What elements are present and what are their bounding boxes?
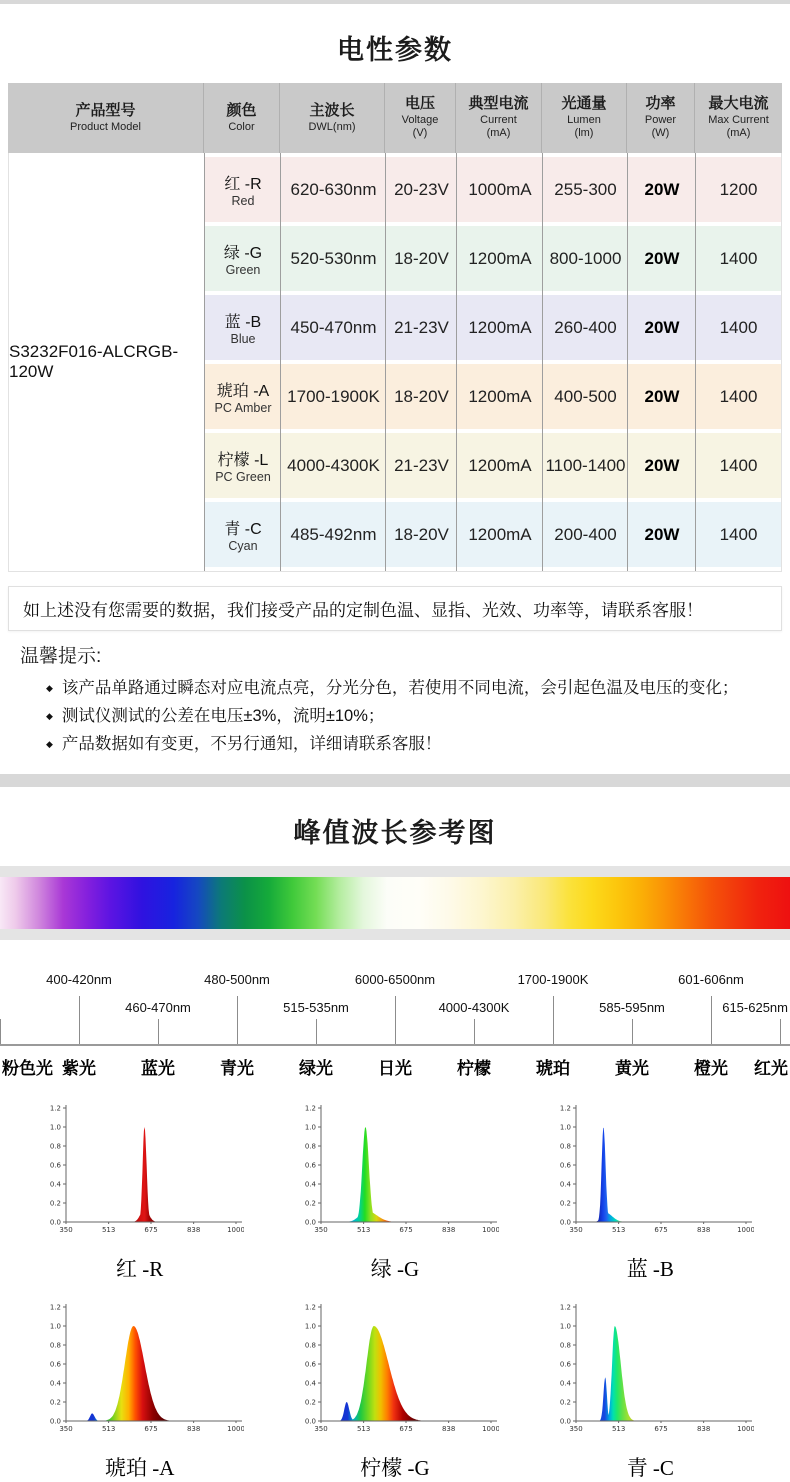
scale-tick — [553, 996, 554, 1044]
column-divider — [542, 153, 543, 571]
svg-text:838: 838 — [441, 1226, 456, 1234]
scale-tick — [632, 1019, 633, 1044]
svg-text:1000: 1000 — [737, 1226, 755, 1234]
color-name-label: 柠檬 — [457, 1059, 491, 1078]
svg-text:513: 513 — [612, 1425, 626, 1433]
tip-item: ◆ 产品数据如有变更，不另行通知，详细请联系客服！ — [46, 735, 442, 753]
spec-table-header — [8, 83, 782, 153]
svg-text:350: 350 — [314, 1226, 328, 1234]
svg-text:0.4: 0.4 — [560, 1180, 572, 1189]
spectrum-plot — [36, 1096, 244, 1246]
spec-cell-dwl: 520-530nm — [281, 226, 386, 291]
color-name-label: 红光 — [754, 1059, 788, 1078]
svg-text:675: 675 — [143, 1425, 158, 1433]
top-divider — [0, 0, 790, 4]
spec-cell-max: 1400 — [696, 502, 781, 567]
svg-text:0.4: 0.4 — [304, 1180, 316, 1189]
svg-text:350: 350 — [569, 1425, 583, 1433]
spectra-charts — [0, 1096, 790, 1482]
header-cell: 主波长 DWL(nm) — [280, 83, 385, 153]
chart-caption: 蓝 -B — [626, 1257, 674, 1281]
spec-cell-voltage: 18-20V — [386, 226, 457, 291]
color-name-label: 日光 — [378, 1059, 412, 1078]
wavelength-label: 515-535nm — [283, 1000, 349, 1015]
svg-text:1.0: 1.0 — [49, 1322, 61, 1331]
spec-cell-power: 20W — [628, 364, 696, 429]
spec-cell-voltage: 18-20V — [386, 364, 457, 429]
spectrum-plot — [291, 1295, 499, 1445]
svg-text:513: 513 — [612, 1226, 626, 1234]
svg-text:1.2: 1.2 — [304, 1104, 316, 1113]
spec-table-body — [8, 153, 782, 572]
svg-text:350: 350 — [314, 1425, 328, 1433]
scale-tick — [316, 1019, 317, 1044]
chart-caption: 琥珀 -A — [104, 1456, 175, 1480]
column-divider — [627, 153, 628, 571]
svg-text:838: 838 — [186, 1226, 200, 1234]
svg-text:1.0: 1.0 — [304, 1123, 316, 1132]
wavelength-label: 400-420nm — [46, 972, 112, 987]
tips-title: 温馨提示: — [20, 646, 102, 667]
scale-tick — [711, 996, 712, 1044]
svg-text:1.2: 1.2 — [560, 1104, 572, 1113]
header-cell: 颜色 Color — [204, 83, 280, 153]
svg-text:0.6: 0.6 — [304, 1360, 316, 1369]
svg-text:1.0: 1.0 — [560, 1123, 572, 1132]
spec-cell-power: 20W — [628, 226, 696, 291]
spec-table — [8, 83, 782, 572]
spec-cell-power: 20W — [628, 295, 696, 360]
svg-text:1000: 1000 — [737, 1425, 755, 1433]
svg-text:513: 513 — [101, 1226, 115, 1234]
color-name-cell: 蓝 -B Blue — [205, 295, 281, 360]
svg-text:0.6: 0.6 — [560, 1360, 572, 1369]
spec-cell-lumen: 255-300 — [543, 157, 628, 222]
spec-cell-current: 1200mA — [457, 433, 543, 498]
svg-text:0.8: 0.8 — [49, 1341, 61, 1350]
tip-item: ◆ 该产品单路通过瞬态对应电流点亮，分光分色，若使用不同电流，会引起色温及电压的变化； — [46, 679, 739, 697]
svg-text:838: 838 — [697, 1226, 711, 1234]
svg-text:675: 675 — [143, 1226, 158, 1234]
color-name-cell: 绿 -G Green — [205, 226, 281, 291]
wavelength-label: 615-625nm — [722, 1000, 788, 1015]
header-cell: 典型电流 Current (mA) — [456, 83, 542, 153]
svg-text:1000: 1000 — [482, 1425, 499, 1433]
spec-cell-power: 20W — [628, 157, 696, 222]
spec-cell-dwl: 4000-4300K — [281, 433, 386, 498]
svg-text:0.8: 0.8 — [304, 1142, 316, 1151]
svg-text:0.8: 0.8 — [49, 1142, 61, 1151]
svg-text:350: 350 — [569, 1226, 583, 1234]
spec-cell-dwl: 620-630nm — [281, 157, 386, 222]
svg-text:675: 675 — [399, 1425, 413, 1433]
svg-text:0.2: 0.2 — [304, 1199, 316, 1208]
scale-tick — [780, 1019, 781, 1044]
spec-cell-max: 1400 — [696, 295, 781, 360]
color-name-label: 绿光 — [299, 1059, 333, 1078]
section-title-wavelength: 峰值波长参考图 — [293, 818, 497, 848]
diamond-bullet-icon: ◆ — [46, 711, 53, 721]
svg-text:0.8: 0.8 — [560, 1341, 572, 1350]
svg-text:0.6: 0.6 — [304, 1161, 316, 1170]
svg-text:0.4: 0.4 — [304, 1379, 316, 1388]
spec-cell-current: 1200mA — [457, 502, 543, 567]
color-name-label: 紫光 — [62, 1059, 96, 1078]
spectrum-chart — [12, 1096, 267, 1283]
svg-text:1000: 1000 — [226, 1226, 244, 1234]
color-name-cell: 柠檬 -L PC Green — [205, 433, 281, 498]
spectrum-plot — [291, 1096, 499, 1246]
spec-cell-power: 20W — [628, 502, 696, 567]
svg-text:675: 675 — [654, 1226, 668, 1234]
color-name-label: 黄光 — [615, 1059, 649, 1078]
tips-list — [8, 674, 782, 758]
spec-cell-max: 1400 — [696, 364, 781, 429]
wavelength-label: 6000-6500nm — [354, 972, 436, 987]
header-cell: 功率 Power (W) — [627, 83, 695, 153]
spec-cell-voltage: 20-23V — [386, 157, 457, 222]
spec-cell-lumen: 200-400 — [543, 502, 628, 567]
spec-cell-dwl: 1700-1900K — [281, 364, 386, 429]
customization-note: 如上述没有您需要的数据，我们接受产品的定制色温、显指、光效、功率等，请联系客服！ — [8, 586, 782, 631]
chart-caption: 红 -R — [116, 1257, 164, 1281]
scale-tick — [158, 1019, 159, 1044]
svg-text:0.2: 0.2 — [304, 1398, 316, 1407]
scale-tick — [237, 996, 238, 1044]
product-model-cell: S3232F016-ALCRGB-120W — [9, 342, 179, 381]
tip-item: ◆ 测试仪测试的公差在电压±3%，流明±10%； — [46, 707, 385, 725]
spec-cell-current: 1000mA — [457, 157, 543, 222]
svg-text:513: 513 — [356, 1425, 371, 1433]
wavelength-label: 601-606nm — [678, 972, 744, 987]
chart-caption: 柠檬 -G — [360, 1456, 430, 1480]
scale-tick — [0, 1019, 1, 1044]
wavelength-label: 1700-1900K — [517, 972, 589, 987]
svg-text:838: 838 — [186, 1425, 200, 1433]
svg-text:0.0: 0.0 — [304, 1218, 316, 1227]
header-cell: 电压 Voltage (V) — [385, 83, 456, 153]
svg-text:0.6: 0.6 — [560, 1161, 572, 1170]
svg-text:1000: 1000 — [226, 1425, 244, 1433]
svg-text:0.4: 0.4 — [49, 1379, 61, 1388]
header-cell: 光通量 Lumen (lm) — [542, 83, 627, 153]
spec-cell-lumen: 260-400 — [543, 295, 628, 360]
svg-text:1.2: 1.2 — [49, 1104, 61, 1113]
spec-cell-lumen: 800-1000 — [543, 226, 628, 291]
color-name-cell: 红 -R Red — [205, 157, 281, 222]
tips-section — [8, 641, 782, 758]
color-name-cell: 青 -C Cyan — [205, 502, 281, 567]
spec-cell-current: 1200mA — [457, 226, 543, 291]
svg-text:350: 350 — [58, 1226, 73, 1234]
spectrum-plot — [546, 1295, 754, 1445]
svg-text:0.2: 0.2 — [49, 1199, 61, 1208]
svg-text:0.0: 0.0 — [304, 1417, 316, 1426]
svg-text:838: 838 — [697, 1425, 711, 1433]
spec-cell-lumen: 1100-1400 — [543, 433, 628, 498]
spec-cell-power: 20W — [628, 433, 696, 498]
spec-cell-max: 1200 — [696, 157, 781, 222]
svg-text:1.0: 1.0 — [304, 1322, 316, 1331]
spec-cell-lumen: 400-500 — [543, 364, 628, 429]
spectrum-gradient-bar — [0, 877, 790, 929]
svg-text:0.2: 0.2 — [560, 1398, 572, 1407]
svg-text:0.2: 0.2 — [560, 1199, 572, 1208]
svg-text:838: 838 — [441, 1425, 456, 1433]
color-name-label: 琥珀 — [536, 1059, 570, 1078]
column-divider — [204, 153, 205, 571]
header-cell: 最大电流 Max Current (mA) — [708, 94, 769, 140]
wavelength-label: 460-470nm — [125, 1000, 191, 1015]
spectrum-plot — [36, 1295, 244, 1445]
column-divider — [695, 153, 696, 571]
spec-cell-voltage: 21-23V — [386, 433, 457, 498]
svg-text:0.0: 0.0 — [560, 1218, 572, 1227]
svg-text:1000: 1000 — [482, 1226, 499, 1234]
svg-text:0.8: 0.8 — [560, 1142, 572, 1151]
svg-text:1.0: 1.0 — [49, 1123, 61, 1132]
svg-text:1.2: 1.2 — [560, 1303, 572, 1312]
column-divider — [280, 153, 281, 571]
diamond-bullet-icon: ◆ — [46, 683, 53, 693]
scale-baseline — [0, 1044, 790, 1046]
header-cell: 产品型号 Product Model — [8, 83, 204, 153]
scale-tick — [474, 1019, 475, 1044]
spectrum-chart — [267, 1096, 522, 1283]
color-name-label: 粉色光 — [2, 1059, 53, 1078]
spec-cell-max: 1400 — [696, 226, 781, 291]
svg-text:0.4: 0.4 — [560, 1379, 572, 1388]
svg-text:0.4: 0.4 — [49, 1180, 61, 1189]
spec-cell-max: 1400 — [696, 433, 781, 498]
svg-text:513: 513 — [356, 1226, 371, 1234]
svg-text:675: 675 — [654, 1425, 668, 1433]
svg-text:675: 675 — [399, 1226, 413, 1234]
spec-cell-dwl: 450-470nm — [281, 295, 386, 360]
svg-text:513: 513 — [101, 1425, 115, 1433]
section-divider — [0, 774, 790, 787]
spec-cell-current: 1200mA — [457, 364, 543, 429]
svg-text:0.8: 0.8 — [304, 1341, 316, 1350]
color-name-label: 青光 — [220, 1059, 254, 1078]
svg-text:0.6: 0.6 — [49, 1360, 61, 1369]
svg-text:1.2: 1.2 — [304, 1303, 316, 1312]
chart-caption: 青 -C — [626, 1456, 674, 1480]
spectrum-band — [0, 866, 790, 940]
svg-text:1.0: 1.0 — [560, 1322, 572, 1331]
spec-cell-dwl: 485-492nm — [281, 502, 386, 567]
wavelength-label: 480-500nm — [204, 972, 270, 987]
chart-caption: 绿 -G — [370, 1257, 420, 1281]
diamond-bullet-icon: ◆ — [46, 739, 53, 749]
column-divider — [456, 153, 457, 571]
color-name-cell: 琥珀 -A PC Amber — [205, 364, 281, 429]
spec-cell-voltage: 18-20V — [386, 502, 457, 567]
svg-text:350: 350 — [58, 1425, 73, 1433]
svg-text:0.2: 0.2 — [49, 1398, 61, 1407]
column-divider — [385, 153, 386, 571]
wavelength-scale — [0, 940, 790, 1090]
spectrum-chart — [523, 1096, 778, 1283]
section-title-electrical: 电性参数 — [337, 35, 453, 65]
spectrum-plot — [546, 1096, 754, 1246]
svg-text:0.6: 0.6 — [49, 1161, 61, 1170]
color-name-label: 蓝光 — [141, 1059, 175, 1078]
svg-text:1.2: 1.2 — [49, 1303, 61, 1312]
color-name-label: 橙光 — [694, 1059, 728, 1078]
svg-text:0.0: 0.0 — [49, 1218, 61, 1227]
svg-text:0.0: 0.0 — [560, 1417, 572, 1426]
spec-cell-current: 1200mA — [457, 295, 543, 360]
svg-text:0.0: 0.0 — [49, 1417, 61, 1426]
wavelength-label: 4000-4300K — [438, 1000, 510, 1015]
wavelength-label: 585-595nm — [599, 1000, 665, 1015]
spec-cell-voltage: 21-23V — [386, 295, 457, 360]
scale-tick — [79, 996, 80, 1044]
scale-tick — [395, 996, 396, 1044]
